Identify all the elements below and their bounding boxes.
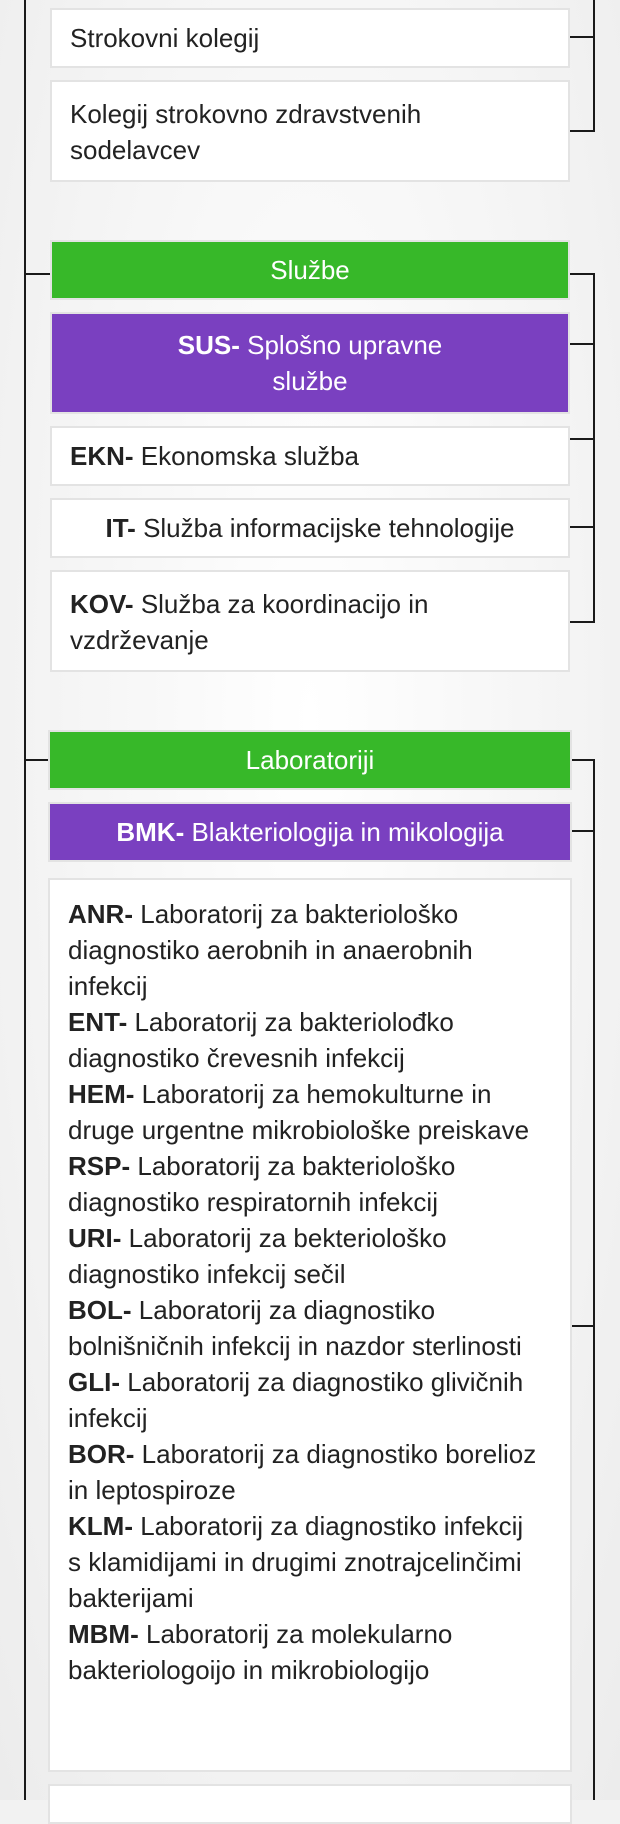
lab-entry-hem[interactable] — [68, 1076, 540, 1148]
lab-name: Laboratorij za bekteriološko diagnostiko infekcij sečil — [68, 1223, 447, 1289]
lab-name: Laboratorij za hemokulturne in druge urgentne mikrobiološke preiskave — [68, 1079, 530, 1145]
lab-entry-bol[interactable] — [68, 1292, 540, 1364]
lab-branch-line — [24, 759, 50, 761]
lab-name: Laboratorij za diagnostiko bolnišničnih infekcij in nazdor sterlinosti — [68, 1295, 522, 1361]
sus-text — [160, 327, 460, 399]
lab-entry-bor[interactable] — [68, 1436, 540, 1508]
lab-name: Laboratorij za bakteriolođko diagnostiko črevesnih infekcij — [68, 1007, 454, 1073]
lab-code: RSP- — [68, 1151, 131, 1181]
lab-name: Laboratorij za bakteriološko diagnostiko respiratornih infekcij — [68, 1151, 456, 1217]
lab-entry-mbm[interactable] — [68, 1616, 540, 1688]
strokovni-kolegij-node[interactable] — [50, 8, 570, 68]
ekn-node[interactable] — [50, 426, 570, 486]
lab-code: BOR- — [68, 1439, 135, 1469]
lab-code: ENT- — [68, 1007, 128, 1037]
laboratoriji-header[interactable] — [48, 730, 572, 790]
sluzbe-tick-4 — [570, 526, 595, 528]
lab-tick-1 — [570, 759, 595, 761]
lab-code: GLI- — [68, 1367, 120, 1397]
kov-node[interactable] — [50, 570, 570, 672]
lab-name: Laboratorij za bakteriološko diagnostiko aerobnih in anaerobnih infekcij — [68, 899, 473, 1001]
bmk-name: Blakteriologija in mikologija — [191, 817, 504, 847]
sluzbe-bracket-line — [593, 273, 595, 622]
laboratoriji-title: Laboratoriji — [245, 744, 375, 775]
sus-node[interactable] — [50, 312, 570, 414]
sluzbe-tick-5 — [570, 621, 595, 623]
it-code: IT- — [105, 513, 136, 543]
lab-code: KLM- — [68, 1511, 133, 1541]
sus-name: Splošno upravne službe — [247, 330, 443, 396]
it-node[interactable] — [50, 498, 570, 558]
top-tick-1 — [570, 36, 595, 38]
top-tick-2 — [570, 130, 595, 132]
lab-list — [68, 896, 540, 1688]
lab-entry-klm[interactable] — [68, 1508, 540, 1616]
sluzbe-tick-3 — [570, 438, 595, 440]
lab-name: Laboratorij za molekularno bakteriologoijo in mikrobiologijo — [68, 1619, 453, 1685]
lab-name: Laboratorij za diagnostiko borelioz in leptospiroze — [68, 1439, 537, 1505]
lab-name: Laboratorij za diagnostiko infekcij s klamidijami in drugimi znotrajcelinčimi bakterijami — [68, 1511, 524, 1613]
kolegij-node[interactable] — [50, 80, 570, 182]
kov-code: KOV- — [70, 589, 134, 619]
lab-code: BOL- — [68, 1295, 132, 1325]
lab-code: MBM- — [68, 1619, 139, 1649]
sluzbe-tick-2 — [570, 343, 595, 345]
kolegij-label: Kolegij strokovno zdravstvenih sodelavcev — [70, 99, 422, 165]
lab-tick-2 — [570, 830, 595, 832]
bmk-code: BMK- — [116, 817, 185, 847]
main-trunk-line — [24, 0, 26, 1800]
ekn-code: EKN- — [70, 441, 134, 471]
lab-entry-gli[interactable] — [68, 1364, 540, 1436]
lab-entry-anr[interactable] — [68, 896, 540, 1004]
lab-entry-rsp[interactable] — [68, 1148, 540, 1220]
next-node-partial[interactable] — [48, 1784, 572, 1824]
it-name: Služba informacijske tehnologije — [143, 513, 515, 543]
sluzbe-title: Službe — [270, 254, 350, 285]
lab-tick-3 — [570, 1325, 595, 1327]
lab-bracket-line — [593, 759, 595, 1800]
top-bracket-line — [593, 0, 595, 131]
lab-entry-uri[interactable] — [68, 1220, 540, 1292]
lab-entry-ent[interactable] — [68, 1004, 540, 1076]
sus-code: SUS- — [177, 330, 240, 360]
lab-name: Laboratorij za diagnostiko glivičnih infekcij — [68, 1367, 524, 1433]
lab-list-node — [48, 878, 572, 1772]
strokovni-kolegij-label: Strokovni kolegij — [70, 23, 260, 53]
lab-code: HEM- — [68, 1079, 135, 1109]
lab-code: ANR- — [68, 899, 133, 929]
sluzbe-header[interactable] — [50, 240, 570, 300]
bmk-node[interactable] — [48, 802, 572, 862]
sluzbe-tick-1 — [570, 273, 595, 275]
lab-code: URI- — [68, 1223, 122, 1253]
sluzbe-branch-line — [24, 273, 50, 275]
kov-name: Služba za koordinacijo in vzdrževanje — [70, 589, 429, 655]
ekn-name: Ekonomska služba — [140, 441, 360, 471]
